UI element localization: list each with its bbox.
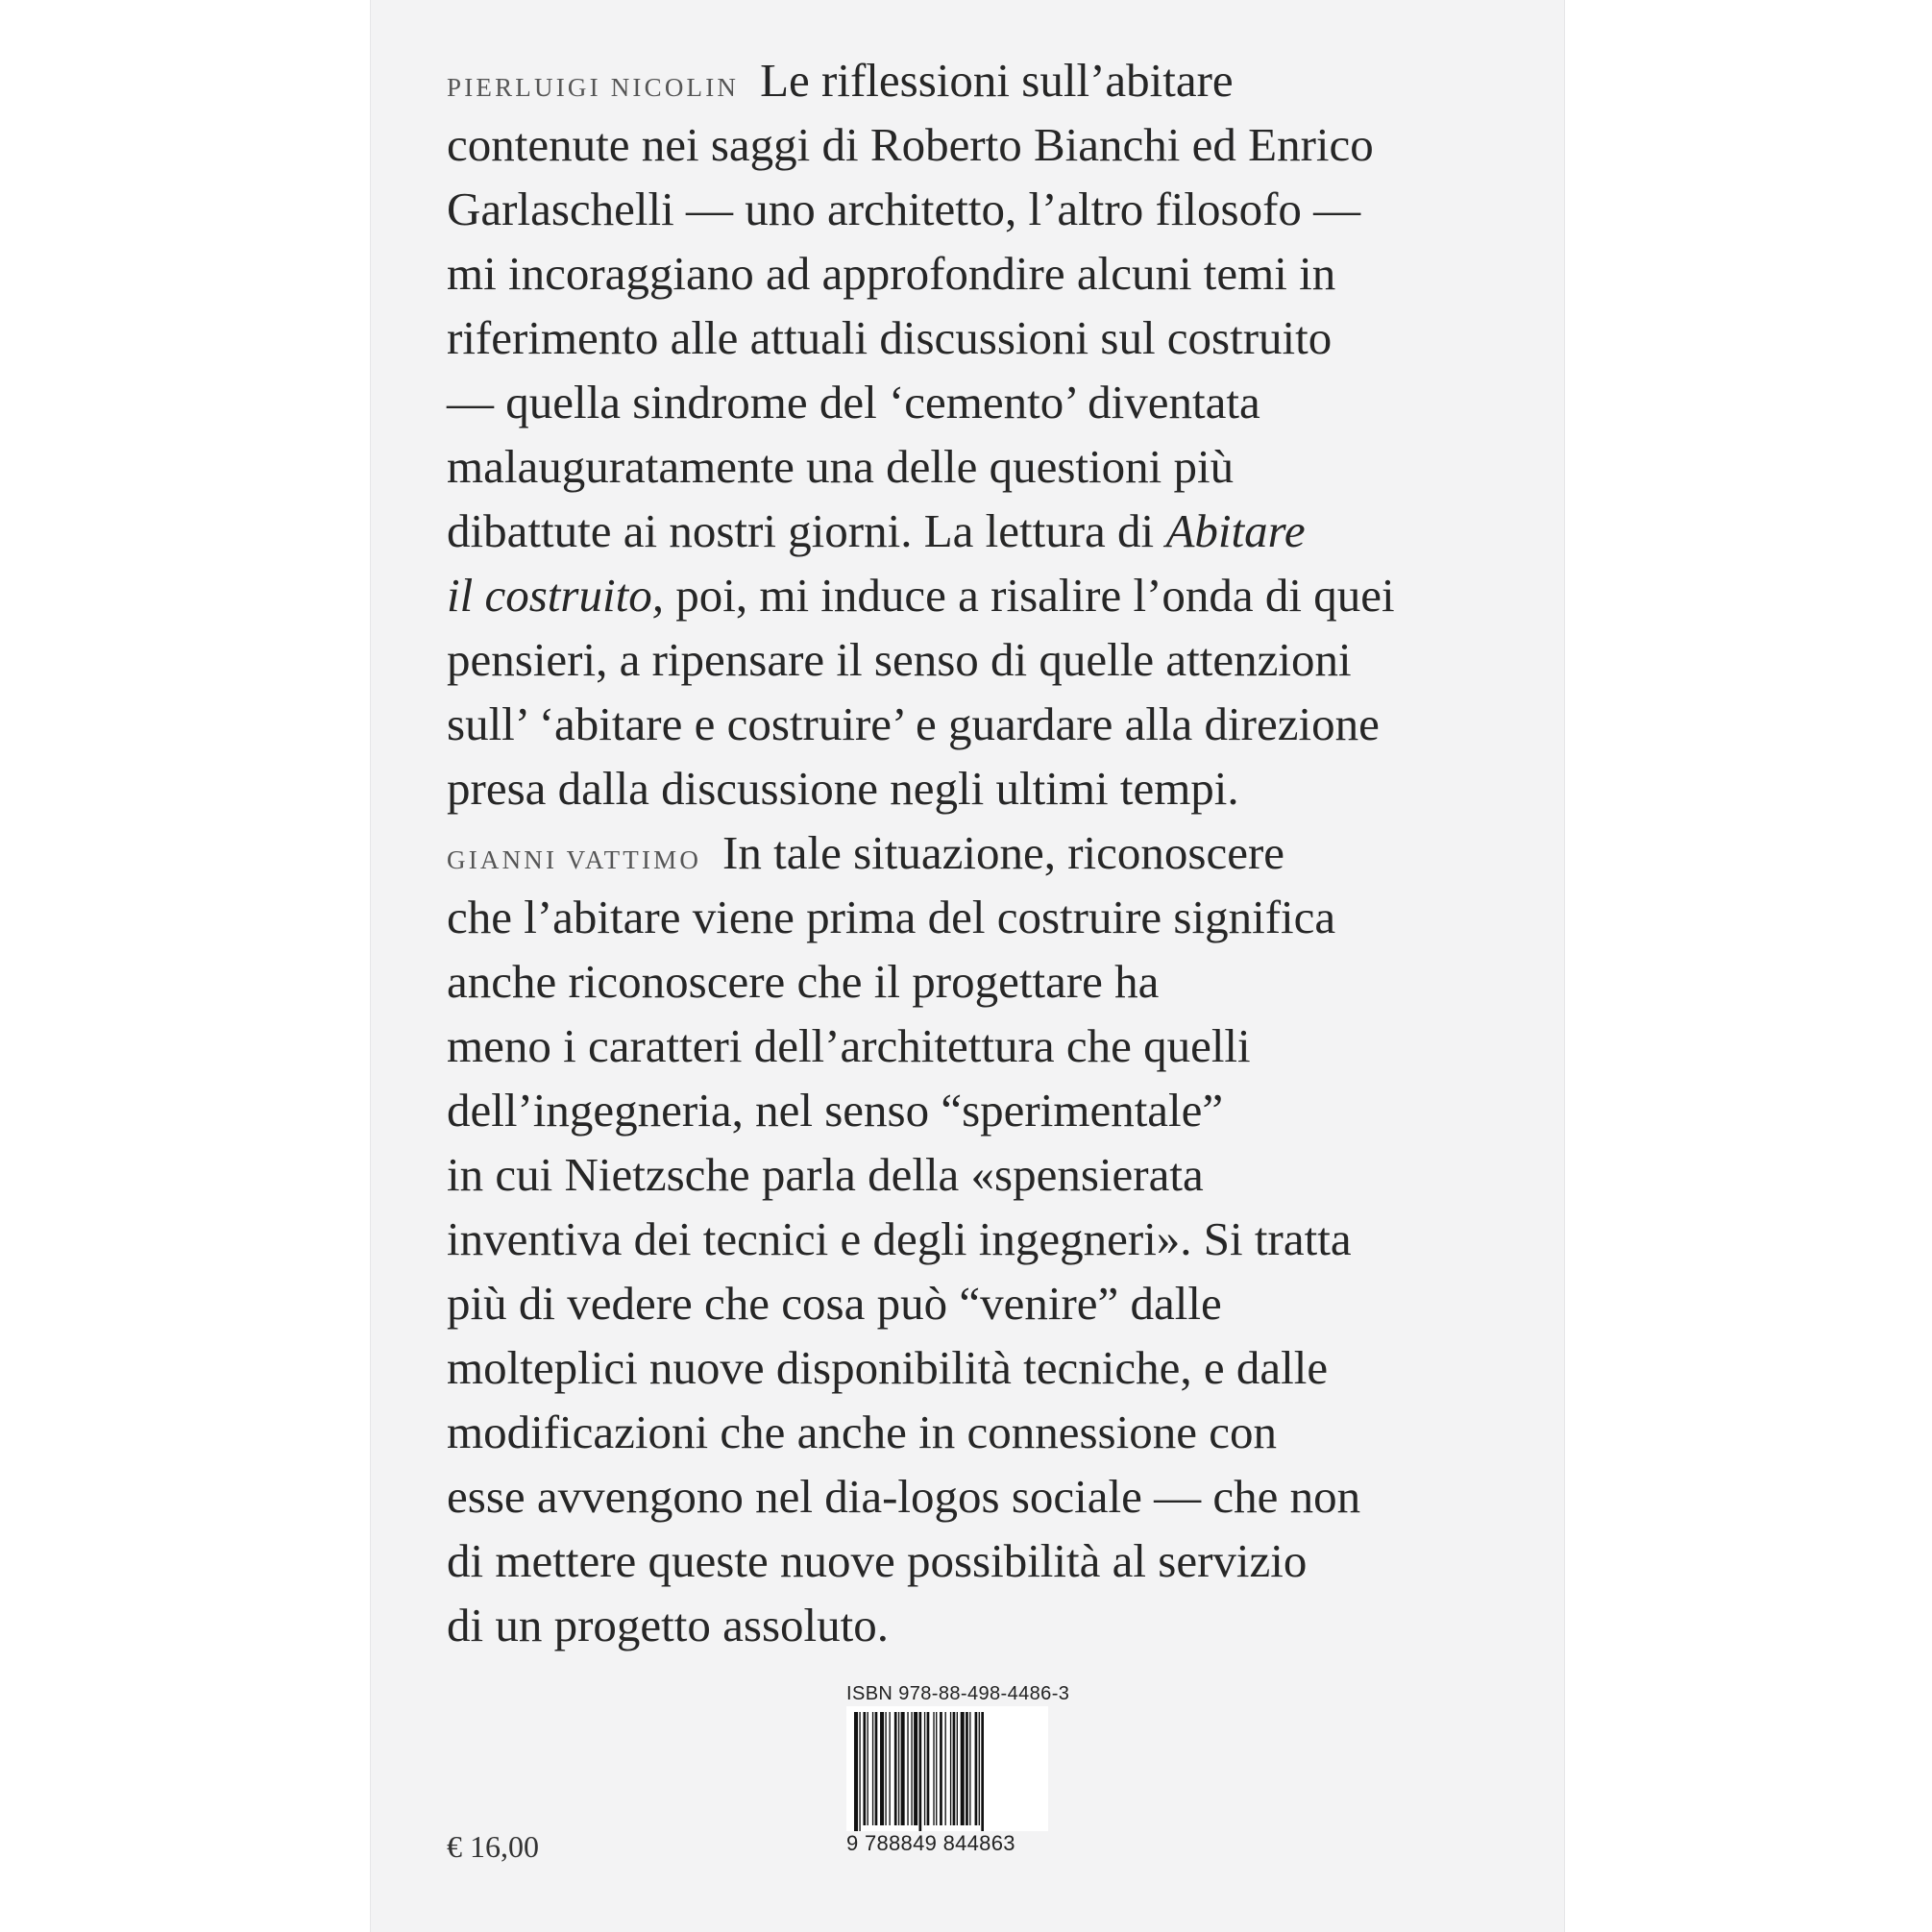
blurb-line (447, 1271, 1532, 1335)
barcode-digits: 9 788849 844863 (846, 1831, 1015, 1855)
blurb-line (447, 1335, 1532, 1400)
barcode (846, 1706, 1048, 1831)
author-name: PIERLUIGI NICOLIN (447, 73, 740, 102)
blurb-line (447, 756, 1532, 820)
blurb-line (447, 306, 1532, 370)
blurb-line-text: meno i caratteri dell’architettura che quelli (447, 1019, 1251, 1072)
blurb-line-text: Le riflessioni sull’abitare (760, 54, 1234, 107)
blurb-line (447, 820, 1532, 885)
blurb-line-text: di mettere queste nuove possibilità al servizio (447, 1534, 1308, 1587)
blurb-line-text: sull’ ‘abitare e costruire’ e guardare alla direzione (447, 697, 1380, 750)
blurb-line (447, 112, 1532, 177)
blurb-line-text: mi incoraggiano ad approfondire alcuni temi in (447, 247, 1336, 300)
blurb-line-text: modificazioni che anche in connessione con (447, 1406, 1277, 1458)
blurb-line-text: presa dalla discussione negli ultimi tempi. (447, 762, 1239, 815)
blurb-line (447, 1528, 1532, 1593)
price-label: € 16,00 (447, 1829, 539, 1864)
blurb-line (447, 1142, 1532, 1207)
book-title-italic: Abitare (1165, 504, 1306, 557)
book-back-cover (370, 0, 1565, 1932)
blurb-line (447, 692, 1532, 756)
barcode-bars (846, 1706, 1048, 1831)
blurb-line (447, 241, 1532, 306)
blurb-line-text: inventiva dei tecnici e degli ingegneri». Si tratta (447, 1212, 1352, 1265)
blurb-line-text: che l’abitare viene prima del costruire significa (447, 891, 1336, 943)
blurb-line-text: in cui Nietzsche parla della «spensierata (447, 1148, 1204, 1201)
blurb-line-text: malauguratamente una delle questioni più (447, 440, 1235, 493)
isbn-label: ISBN 978-88-498-4486-3 (846, 1683, 1070, 1704)
blurb-line (447, 627, 1532, 692)
blurb-line-text: In tale situazione, riconoscere (722, 826, 1285, 879)
blurb-line-text: poi, mi induce a risalire l’onda di quei (663, 569, 1395, 622)
blurb-line-text: molteplici nuove disponibilità tecniche, e dalle (447, 1341, 1329, 1394)
book-title-italic: il costruito, (447, 569, 664, 622)
blurb-line-text: Garlaschelli — uno architetto, l’altro filosofo — (447, 183, 1361, 235)
blurb-line-text: dell’ingegneria, nel senso “sperimentale” (447, 1084, 1224, 1137)
blurb-line-text: contenute nei saggi di Roberto Bianchi ed Enrico (447, 118, 1374, 171)
blurb-line (447, 48, 1532, 112)
blurb-line (447, 499, 1532, 563)
blurb-line-text: più di vedere che cosa può “venire” dalle (447, 1277, 1222, 1330)
blurb-line-text: riferimento alle attuali discussioni sul costruito (447, 311, 1333, 364)
blurb-line (447, 949, 1532, 1014)
blurb-line (447, 885, 1532, 949)
blurb-line (447, 1078, 1532, 1142)
blurb-line (447, 370, 1532, 434)
blurb-line-text: esse avvengono nel dia-logos sociale — che non (447, 1470, 1361, 1523)
blurb-line (447, 1207, 1532, 1271)
blurb-line-text: dibattute ai nostri giorni. La lettura di (447, 504, 1166, 557)
blurb-line-text: pensieri, a ripensare il senso di quelle attenzioni (447, 633, 1352, 686)
blurb-line (447, 1464, 1532, 1528)
blurb-line-text: anche riconoscere che il progettare ha (447, 955, 1160, 1008)
blurb-line-text: di un progetto assoluto. (447, 1599, 890, 1651)
blurb-line (447, 177, 1532, 241)
blurb-line (447, 1400, 1532, 1464)
blurb-line (447, 434, 1532, 499)
blurb-line (447, 1593, 1532, 1657)
author-name: GIANNI VATTIMO (447, 845, 702, 874)
blurb-line (447, 1014, 1532, 1078)
blurb-text (447, 48, 1532, 1657)
blurb-line-text: — quella sindrome del ‘cemento’ diventata (447, 376, 1260, 428)
blurb-line (447, 563, 1532, 627)
